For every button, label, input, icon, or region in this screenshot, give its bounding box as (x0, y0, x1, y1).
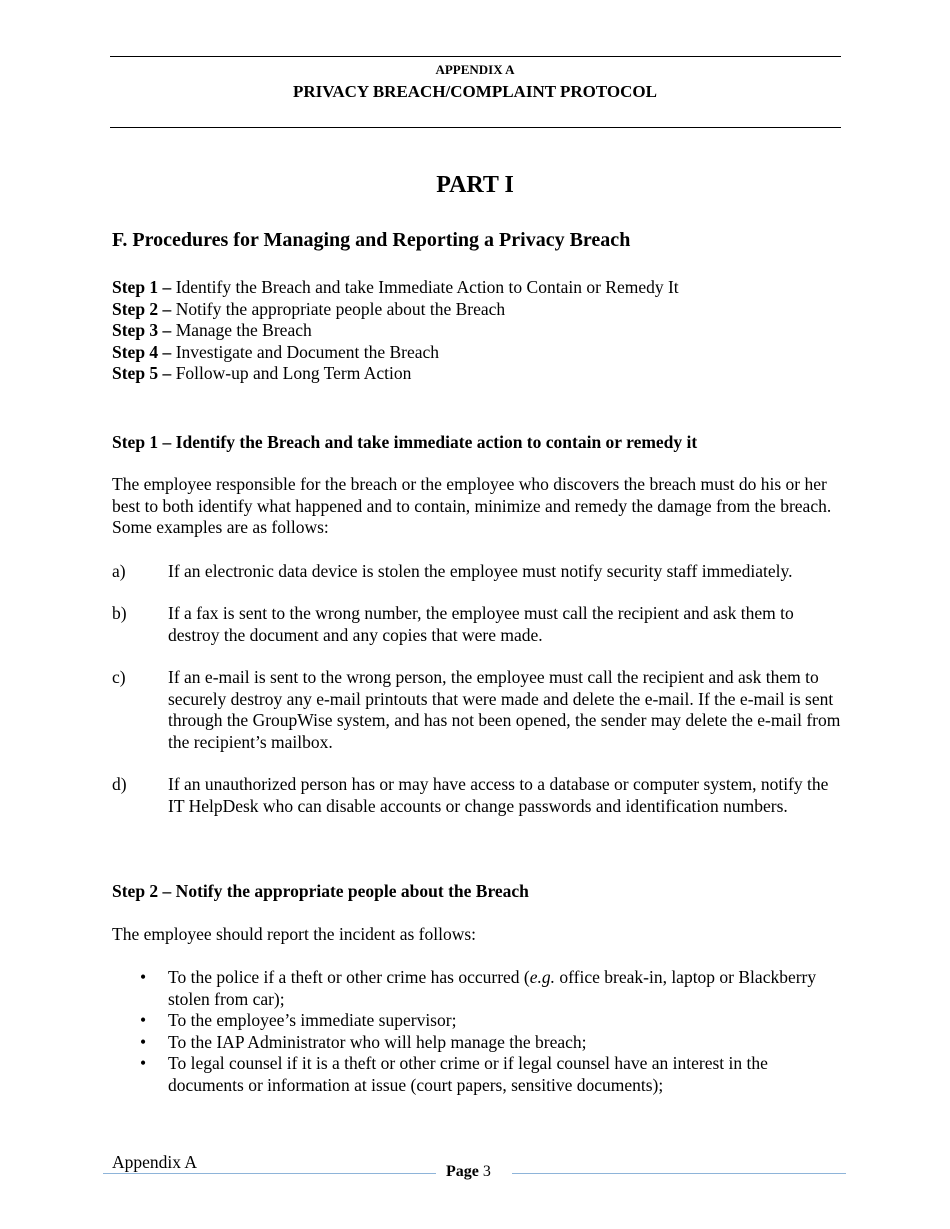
report-list (140, 967, 840, 1097)
list-item: • To the IAP Administrator who will help manage the breach; (140, 1031, 587, 1052)
page-number: Page 3 (446, 1163, 491, 1180)
example-text: If a fax is sent to the wrong number, the employee must call the recipient and ask them to destroy the document and any copies that were made. (168, 603, 794, 645)
step1-intro: The employee responsible for the breach or the employee who discovers the breach must do his or her best to both identify what happened and to contain, minimize and remedy the damage from the breach. Some examples are as follows: (112, 474, 832, 538)
example-text: If an unauthorized person has or may have access to a database or computer system, notify the IT HelpDesk who can disable accounts or change passwords and identification numbers. (168, 774, 829, 816)
footer-appendix-label: Appendix A (112, 1152, 198, 1172)
part-title: PART I (436, 172, 514, 198)
example-label: d) (112, 774, 127, 794)
footer-rule-right (512, 1173, 846, 1174)
header-top-rule (110, 56, 841, 57)
bullet-icon: • (140, 1053, 147, 1074)
step1-heading: Step 1 – Identify the Breach and take immediate action to contain or remedy it (112, 432, 698, 452)
protocol-header: PRIVACY BREACH/COMPLAINT PROTOCOL (293, 82, 657, 101)
step-summary: Step 1 – Identify the Breach and take Immediate Action to Contain or Remedy It (112, 277, 679, 297)
bullet-icon: • (140, 1010, 147, 1031)
example-label: a) (112, 561, 126, 581)
step-summary: Step 2 – Notify the appropriate people about the Breach (112, 298, 506, 319)
step-summary: Step 5 – Follow-up and Long Term Action (112, 363, 412, 384)
step-summary: Step 3 – Manage the Breach (112, 320, 312, 341)
step2-intro: The employee should report the incident as follows: (112, 924, 477, 944)
step2-heading: Step 2 – Notify the appropriate people about the Breach (112, 881, 529, 901)
bullet-icon: • (140, 967, 147, 987)
list-item: • To legal counsel if it is a theft or other crime or if legal counsel have an interest in the documents or information at issue (court papers, sensitive documents); (140, 1053, 768, 1095)
list-item: • To the employee’s immediate supervisor; (140, 1010, 457, 1031)
bullet-icon: • (140, 1031, 147, 1052)
list-item: • To the police if a theft or other crime has occurred (e.g. office break-in, laptop or Blackberry stolen from car); (140, 967, 817, 1009)
appendix-header: APPENDIX A (435, 62, 515, 77)
steps-list (112, 277, 679, 385)
section-title: F. Procedures for Managing and Reporting a Privacy Breach (112, 229, 631, 251)
header-bottom-rule (110, 127, 841, 128)
example-label: b) (112, 603, 127, 623)
example-label: c) (112, 667, 126, 687)
step-summary: Step 4 – Investigate and Document the Breach (112, 341, 440, 362)
footer-rule-left (103, 1173, 436, 1174)
example-text: If an e-mail is sent to the wrong person, the employee must call the recipient and ask them to securely destroy any e-mail printouts that were made and delete the e-mail. If the e-mail is sent through the GroupWise system, and has not been opened, the sender may delete the e-mail from the recipient’s mailbox. (168, 667, 841, 752)
example-text: If an electronic data device is stolen the employee must notify security staff immediately. (168, 561, 793, 581)
